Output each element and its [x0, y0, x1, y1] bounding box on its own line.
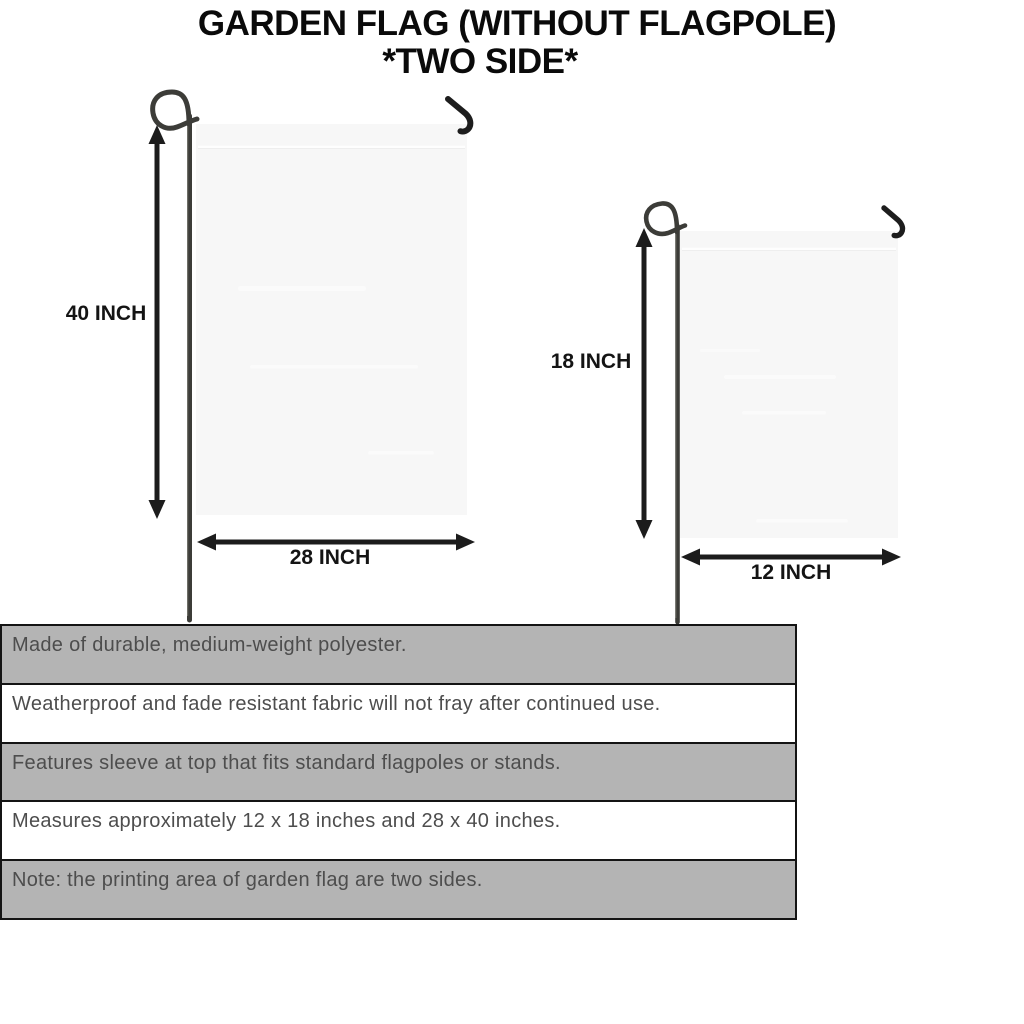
spec-row-weatherproof: Weatherproof and fade resistant fabric will not fray after continued use.: [2, 685, 795, 744]
large-flag: [196, 124, 467, 515]
small-flag-height-label: 18 INCH: [550, 350, 632, 373]
small-flag-diagram: [636, 203, 903, 622]
small-flag-pole-curl-icon: [646, 203, 685, 233]
small-flag-height-arrow: [636, 228, 653, 539]
large-flag-height-label: 40 INCH: [65, 302, 147, 325]
spec-row-note: Note: the printing area of garden flag are two sides.: [2, 861, 795, 918]
small-flag-width-label: 12 INCH: [750, 561, 832, 584]
large-flag-width-label: 28 INCH: [289, 546, 371, 569]
small-flag: [680, 231, 898, 538]
large-flag-height-arrow: [149, 125, 166, 519]
large-flag-diagram: [149, 92, 476, 620]
page-title-line1: GARDEN FLAG (WITHOUT FLAGPOLE): [197, 4, 837, 43]
spec-table: [0, 624, 797, 920]
page-title-line2: *TWO SIDE*: [382, 42, 578, 81]
large-flag-pole-curl-icon: [153, 92, 197, 128]
spec-row-measurements: Measures approximately 12 x 18 inches and 28 x 40 inches.: [2, 802, 795, 861]
spec-row-sleeve: Features sleeve at top that fits standard flagpoles or stands.: [2, 744, 795, 803]
spec-row-material: Made of durable, medium-weight polyester.: [2, 626, 795, 685]
